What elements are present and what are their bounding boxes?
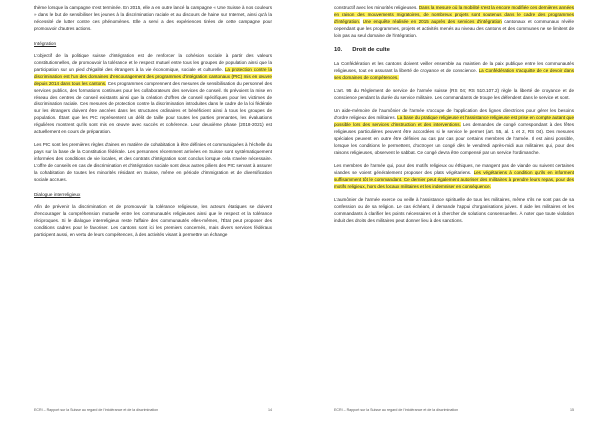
paragraph-text: Les demandes de congé correspondant à des fêtes religieuses particulières peuvent être accordées si le service le permet (art. 55, al. 1 et 2, RS 04). Des mesures spéciales peuvent en outre être définies au cas par cas pour certains membres de l'armée. Il est ainsi possible, lorsque les conditions le permettent, d'octroyer un congé dès le vendredi après-midi aux militaires qui, pour des raisons religieuses, observent le sabbat. Ce congé devra être compensé par un service l'ordimanche. bbox=[334, 122, 574, 155]
body-paragraph bbox=[34, 5, 272, 33]
paragraph-text: L'objectif de la politique suisse d'intégration est de renforcer la cohésion sociale à partir des valeurs constitutionnelles, de promouvoir la tolérance et le respect mutuel entre tous les groupes de population ainsi que la participation sur un pied d'égalité des étrangers à la vie économique, sociale et culturelle. bbox=[34, 52, 272, 72]
highlighted-text: La base du pratique religieuse et l'assistance religieuse est prise en compte autant que possible lors des services d'instruction et des interventions. bbox=[334, 115, 574, 127]
paragraph-text: La Confédération et les cantons doivent veiller ensemble au maintien de la paix publique entre les communautés religieuses, tout en assurant la liberté de croyance et de conscience. bbox=[334, 60, 574, 73]
body-paragraph bbox=[334, 163, 574, 191]
section-subheading: Intégration bbox=[34, 40, 57, 46]
right-page-body bbox=[334, 5, 574, 231]
paragraph-text: cantonaux et communaux révèle cependant que les programmes, projets et activités menés au niveau des cantons et des communes ne se limitent de loin pas au seul domaine de l'intégration. bbox=[334, 18, 574, 38]
left-page-body bbox=[34, 5, 272, 245]
footer-title: ECRI – Rapport sur la Suisse au regard de l'intolérance et de la discrimination bbox=[334, 408, 459, 412]
body-paragraph bbox=[334, 61, 574, 82]
paragraph-text: L'art. 95 du Règlement de service de l'armée suisse (RS 04; RS 510.107.2) règle la liberté de croyance et de conscience pendant la durée du service militaire. Les commandants de troupe les défendent dans le service et sont. bbox=[334, 88, 574, 100]
section-title: Droit de culte bbox=[352, 46, 390, 53]
paragraph-text: constructif avec les minorités religieuses. bbox=[334, 5, 419, 10]
body-paragraph bbox=[34, 142, 272, 184]
right-page bbox=[300, 0, 600, 424]
body-paragraph bbox=[334, 88, 574, 102]
body-paragraph bbox=[334, 197, 574, 225]
body-paragraph bbox=[334, 5, 574, 40]
section-heading bbox=[334, 46, 574, 54]
highlighted-text: La Confédération s'acquitte de ce devoir dans ses domaines de compétences. bbox=[334, 67, 574, 80]
paragraph-text: L'aumônier de l'armée exerce ou veille à l'assistance spirituelle de tous les militaires, même s'ils ne sont pas de sa confession ou de sa religion. Le cas échéant, il demande l'appui d'organisations juives. Il aide les militaires et les commandants à clarifier les points nécessaires et à chercher de solutions consensuelles. À noter que toute violation induit des droits des militaires peut donner lieu à des sanctions. bbox=[334, 196, 574, 223]
body-paragraph bbox=[34, 53, 272, 136]
page-number: 14 bbox=[268, 408, 272, 412]
left-page-footer bbox=[34, 408, 272, 412]
footer-title: ECRI – Rapport sur la Suisse au regard de l'intolérance et de la discrimination bbox=[34, 408, 159, 412]
right-page-footer bbox=[334, 408, 574, 412]
body-paragraph bbox=[34, 204, 272, 239]
paragraph-text: Afin de prévenir la discrimination et de promouvoir la tolérance religieuse, les acteurs étatiques se doivent d'encourager la compréhension mutuelle entre les communautés religieuses ainsi que le respect et la tolérance réciproques. Si le dialogue interreligieux reste l'affaire des communautés elles-mêmes, l'État peut proposer des conditions cadres pour le favoriser. Les cantons sont ici les premiers concernés, mais divers services fédéraux participent aussi, en vertu de leurs compétences, à des activités visant à permettre un échange bbox=[34, 204, 272, 237]
page-number: 15 bbox=[570, 408, 574, 412]
section-subheading: Dialogue interreligieux bbox=[34, 192, 81, 198]
highlighted-text: Dans la mesure où la mobilité s'est la encore modifiée ces dernières années en raison des mouvements migratoires, de nombreux projets sont soutenus dans le cadre des programmes d'intégration. bbox=[334, 5, 574, 24]
body-paragraph bbox=[334, 108, 574, 157]
paragraph-text: Les PIC sont les premières règles d'aines en matière de cohabitation à être définies et communiquées à l'échelle du pays sur la base de la Constitution fédérale. Les personnes récemment arrivées en Suisse sont systématiquement informées des conditions de vie locales, et des contrats d'intégration sont conclus lorsque cela s'avère nécessaire. L'offre de conseils en cas de discrimination et d'intégration sociale sont deux autres piliers des PIC servant à assurer la cohabitation de toutes les minorités résidant en Suisse, même en période d'immigration et de diversification sociale accrues. bbox=[34, 142, 272, 183]
highlighted-text: La protection contre la discrimination est l'un des domaines d'encouragement des programmes d'intégration cantonaux (PIC) mis en œuvre depuis 2014 dans tous les cantons. bbox=[34, 66, 272, 86]
section-number: 10. bbox=[334, 46, 343, 53]
paragraph-text: thème lorsque la campagne s'est terminée. En 2015, elle a en outre lancé la campagne « Une Suisse à nos couleurs » dans le but de sensibiliser les jeunes à la discrimination raciale et au discours de haine sur Internet, ainsi qu'à la nécessité de lutter contre ces phénomènes. Elle a servi a des expériences tirées de cette campagne pour promouvoir d'autres actions. bbox=[34, 5, 272, 31]
highlighted-text: Une enquête réalisée en 2015 auprès des services d'intégration bbox=[362, 18, 502, 24]
paragraph-text: Les membres de l'armée qui, pour des motifs religieux ou éthiques, ne mangent pas de viande ou suivent certaines viandes se voient généralement proposer des plats végétariens. bbox=[334, 162, 574, 175]
paragraph-text: Ces programmes comprennent des mesures de sensibilisation du personnel des services publics, des formations continues pour les collaborateurs des services de conseil. Ils prévoient la mise en réseau des centres de conseil existants ainsi que la création d'offres de conseil spécifiques pour les victimes de discrimination raciale. Ces mesures de protection contre la discrimination introduites dans le cadre de la loi fédérale sur les étrangers doivent être ancrées dans les structures ordinaires et bénéficient ainsi à tous les groupes de population. Étant que les PIC représentent un délit de taille pour toutes les parties prenantes, les évaluations régulières montrent qu'ils sont mis en œuvre avec succès et cohérence. Leur deuxième phase (2018-2021) est actuellement en cours de préparation. bbox=[34, 80, 272, 135]
highlighted-text: Les végétariens à condition qu'ils en informent suffisamment tôt le commandant. Ce dernier peut également autoriser des militaires à prendre leurs repas, pour des motifs religieux, hors des locaux militaires et les indemniser en conséquence. bbox=[334, 169, 574, 189]
paragraph-text: Un aide-mémoire de l'aumônier de l'armée s'occupe de l'application des lignes directrices pour gérer les besoins d'ordre religieux des militaires. bbox=[334, 108, 574, 121]
